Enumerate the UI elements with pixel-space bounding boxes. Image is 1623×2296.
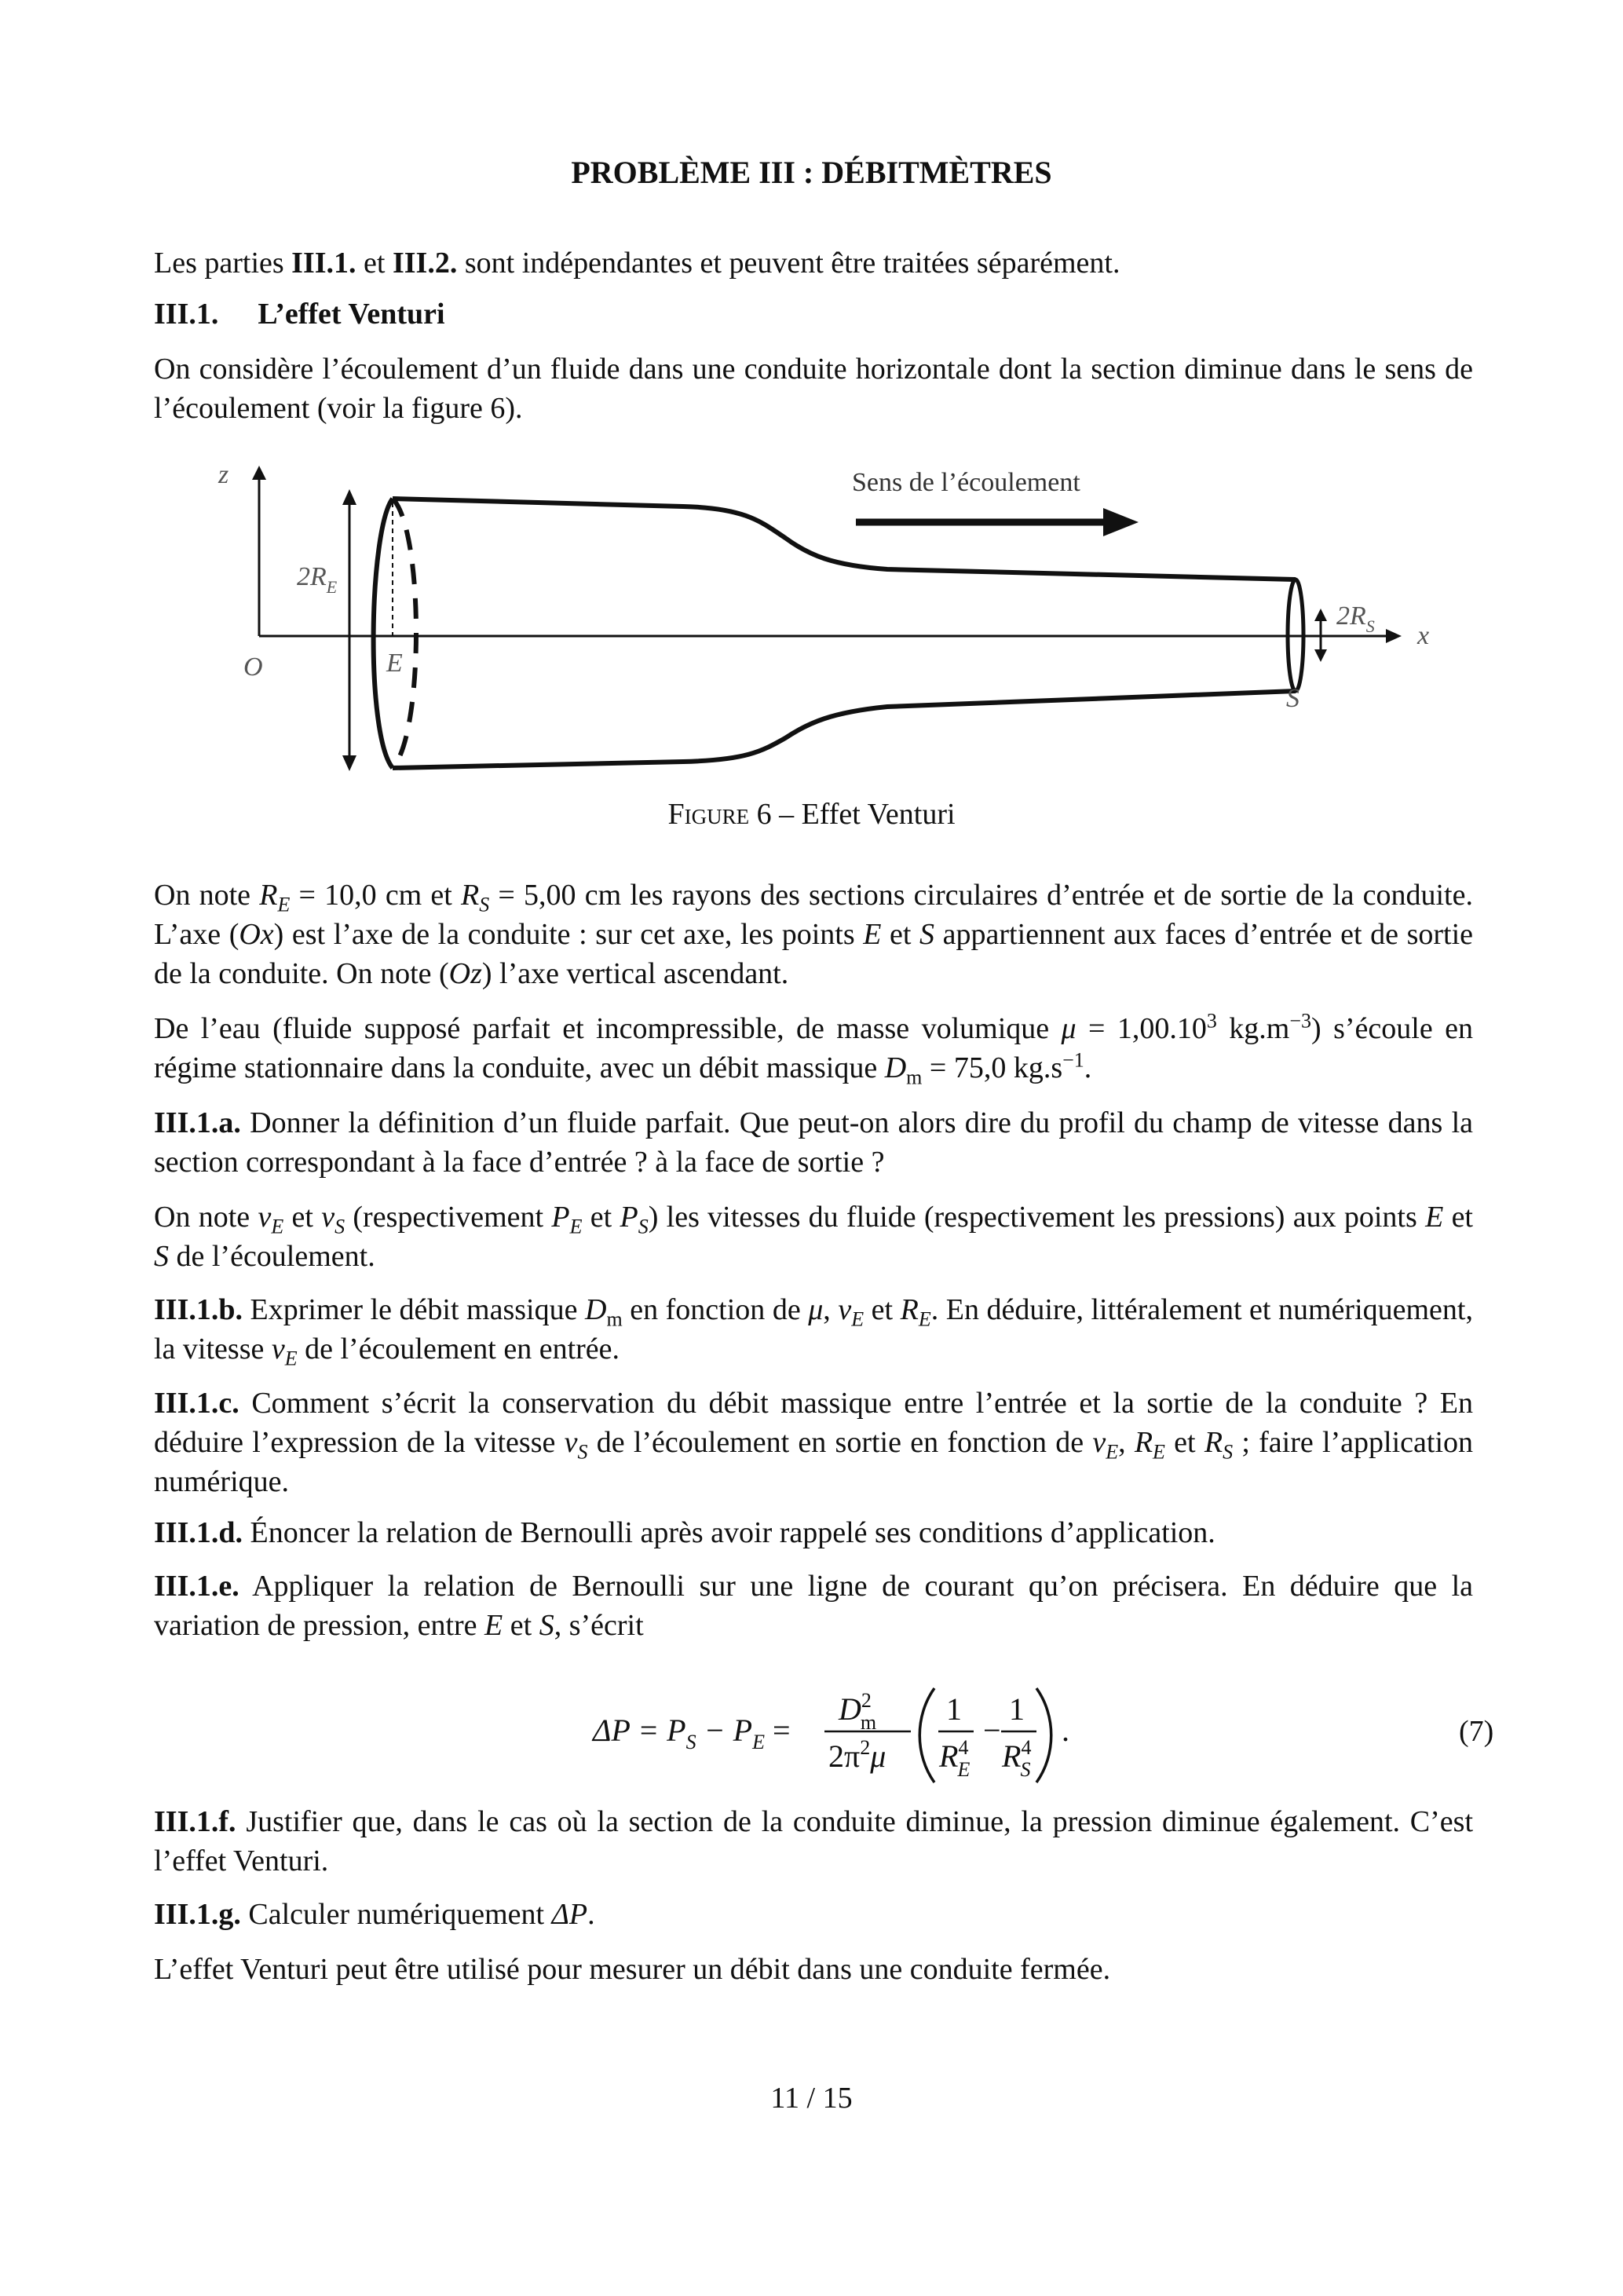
- question-d: III.1.d. Énoncer la relation de Bernoulli après avoir rappelé ses conditions d’application.: [154, 1516, 1215, 1549]
- origin-label: O: [243, 653, 263, 682]
- question-f: III.1.f. Justifier que, dans le cas où la section de la conduite diminue, la pression diminue également. C’est l’effet Venturi.: [154, 1805, 1473, 1877]
- paragraph-4: On note $v_E$ et $v_S$ (respectivement $P_E$ et $P_S$) les vitesses du fluide (respectivement les pressions) aux points E et S de l’écoulement.: [154, 1201, 1473, 1273]
- svg-text:.: .: [1062, 1713, 1069, 1748]
- entry-ellipse-front: [374, 499, 393, 768]
- axis-z-label: z: [218, 460, 229, 489]
- pipe-lower-wall: [393, 691, 1296, 768]
- paragraph-1: On considère l’écoulement d’un fluide dans une conduite horizontale dont la section diminue dans le sens de l’écoulement (voir la figure 6).: [154, 353, 1473, 425]
- svg-text:1: 1: [946, 1691, 962, 1727]
- intro-paragraph: Les parties III.1. et III.2. sont indépendantes et peuvent être traitées séparément.: [154, 247, 1120, 280]
- svg-text:R4E: $R^4$ E: [939, 1736, 971, 1781]
- label-2RE: $2R_E$: [297, 562, 338, 597]
- svg-text:ΔP = PS − PE =: $\Delta P = P_S - P_E$ =: [593, 1713, 791, 1753]
- svg-text:D2m: $D^2$ m: [839, 1689, 877, 1734]
- x-axis-arrowhead: [1386, 629, 1402, 643]
- point-E-label: E: [386, 649, 403, 678]
- page-number: 11 / 15: [770, 2082, 853, 2115]
- z-axis-arrowhead: [252, 466, 266, 480]
- entry-ellipse-back: [393, 499, 416, 768]
- paragraph-2: On note $R_E = 10,0$ cm et $R_S = 5,00$ cm les rayons des sections circulaires d’entrée et de sortie de la conduite. L’axe (Ox) est l’axe de la conduite : sur cet axe, les points E et S appartiennent aux faces d’entrée et de sortie de la conduite. On note (Oz) l’axe vertical ascendant.: [154, 879, 1473, 990]
- paragraph-3: De l’eau (fluide supposé parfait et incompressible, de masse volumique $\mu = 1,00.10^3$ $kg.m^{-3}$) s’écoule en régime stationnaire dans la conduite, avec un débit massique $D_m = 75,0$ $kg.s^{-1}$.: [154, 1009, 1473, 1089]
- section-heading: III.1. L’effet Venturi: [154, 298, 445, 331]
- svg-text:−: −: [983, 1713, 1001, 1748]
- svg-text:R4S: $R^4$ S: [1002, 1736, 1032, 1781]
- point-S-label: S: [1286, 684, 1299, 713]
- venturi-figure: [181, 459, 1468, 789]
- paragraph-5: L’effet Venturi peut être utilisé pour mesurer un débit dans une conduite fermée.: [154, 1953, 1111, 1986]
- svg-text:1: 1: [1009, 1691, 1025, 1727]
- question-g: III.1.g. Calculer numériquement ΔP.: [154, 1898, 595, 1931]
- pipe-upper-wall: [393, 499, 1296, 579]
- axis-x-label: x: [1417, 621, 1430, 650]
- question-b: III.1.b. Exprimer le débit massique $D_m$ en fonction de μ, $v_E$ et $R_E$. En déduire, littéralement et numériquement, la vitesse $v_E$ de l’écoulement en entrée.: [154, 1293, 1473, 1370]
- flow-arrowhead: [1103, 508, 1139, 536]
- question-e: III.1.e. Appliquer la relation de Bernoulli sur une ligne de courant qu’on précisera. En déduire que la variation de pression, entre E et S, s’écrit: [154, 1570, 1473, 1642]
- question-c: III.1.c. Comment s’écrit la conservation du débit massique entre l’entrée et la sortie de la conduite ? En déduire l’expression de la vitesse $v_S$ de l’écoulement en sortie en fonction de $v_E$, $R_E$ et $R_S$ ; faire l’application numérique.: [154, 1387, 1474, 1498]
- figure-caption: Figure 6 – Effet Venturi: [667, 798, 956, 831]
- svg-text:2π2μ: $2\pi^2\mu$: [828, 1736, 886, 1774]
- question-a: III.1.a. Donner la définition d’un fluide parfait. Que peut-on alors dire du profil du champ de vitesse dans la section correspondant à la face d’entrée ? à la face de sortie ?: [154, 1106, 1473, 1179]
- label-2RS: $2R_S$: [1336, 601, 1375, 636]
- problem-title: PROBLÈME III : DÉBITMÈTRES: [571, 155, 1052, 190]
- flow-direction-label: Sens de l’écoulement: [852, 468, 1080, 497]
- svg-text:(7): (7): [1459, 1715, 1494, 1748]
- equation-7: [0, 1676, 1623, 1786]
